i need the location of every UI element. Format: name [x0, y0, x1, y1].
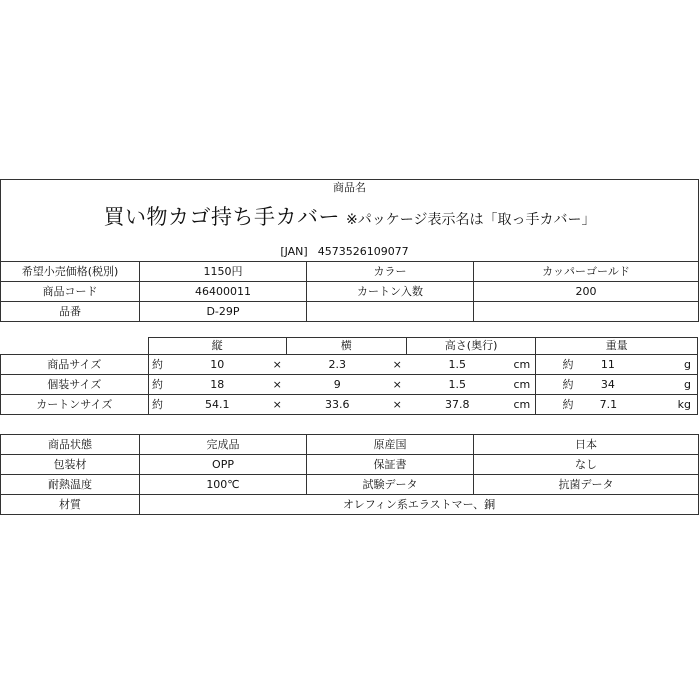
approx-mark: 約 [536, 355, 600, 375]
packaging-value: OPP [140, 455, 307, 475]
price-value: 1150円 [140, 262, 307, 282]
packaging-label: 包装材 [1, 455, 140, 475]
heat-label: 耐熱温度 [1, 475, 140, 495]
times-mark: × [388, 395, 406, 415]
table-row [1, 395, 698, 415]
table-row [1, 375, 698, 395]
test-value: 抗菌データ [474, 475, 699, 495]
test-label: 試験データ [307, 475, 474, 495]
dimensions-table [0, 337, 698, 415]
product-name-label: 商品名 [1, 180, 699, 197]
color-value: カッパーゴールド [474, 262, 699, 282]
length-value: 54.1 [166, 395, 268, 415]
jan-cell [1, 242, 699, 262]
product-title: 買い物カゴ持ち手カバー [103, 205, 341, 229]
empty-header-corner [1, 338, 149, 355]
jan-code: 4573526109077 [317, 245, 409, 258]
times-mark: × [268, 355, 286, 375]
other-info-table [0, 434, 699, 515]
warranty-label: 保証書 [307, 455, 474, 475]
times-mark: × [268, 395, 286, 415]
approx-mark: 約 [148, 375, 166, 395]
part-no-label: 品番 [1, 302, 140, 322]
carton-qty-value: 200 [474, 282, 699, 302]
width-header: 横 [286, 338, 406, 355]
weight-value: 7.1 [600, 395, 621, 415]
times-mark: × [388, 375, 406, 395]
length-value: 18 [166, 375, 268, 395]
weight-unit: g [621, 355, 698, 375]
row-label: 個装サイズ [1, 375, 149, 395]
origin-value: 日本 [474, 435, 699, 455]
height-value: 1.5 [406, 355, 508, 375]
width-value: 2.3 [286, 355, 388, 375]
width-value: 9 [286, 375, 388, 395]
approx-mark: 約 [536, 395, 600, 415]
unit-cm: cm [508, 395, 536, 415]
warranty-value: なし [474, 455, 699, 475]
code-value: 46400011 [140, 282, 307, 302]
weight-value: 34 [600, 375, 621, 395]
empty-cell [474, 302, 699, 322]
approx-mark: 約 [536, 375, 600, 395]
condition-label: 商品状態 [1, 435, 140, 455]
material-label: 材質 [1, 495, 140, 515]
row-label: 商品サイズ [1, 355, 149, 375]
jan-label: [JAN] [280, 245, 308, 258]
condition-value: 完成品 [140, 435, 307, 455]
times-mark: × [268, 375, 286, 395]
product-basic-table [0, 179, 699, 322]
weight-value: 11 [600, 355, 621, 375]
width-value: 33.6 [286, 395, 388, 415]
heat-value: 100℃ [140, 475, 307, 495]
height-value: 1.5 [406, 375, 508, 395]
approx-mark: 約 [148, 395, 166, 415]
code-label: 商品コード [1, 282, 140, 302]
color-label: カラー [307, 262, 474, 282]
height-value: 37.8 [406, 395, 508, 415]
carton-qty-label: カートン入数 [307, 282, 474, 302]
row-label: カートンサイズ [1, 395, 149, 415]
unit-cm: cm [508, 375, 536, 395]
length-header: 縦 [148, 338, 286, 355]
material-value: オレフィン系エラストマー、銅 [140, 495, 699, 515]
product-title-cell [1, 196, 699, 242]
weight-header: 重量 [536, 338, 698, 355]
times-mark: × [388, 355, 406, 375]
unit-cm: cm [508, 355, 536, 375]
origin-label: 原産国 [307, 435, 474, 455]
weight-unit: kg [621, 395, 698, 415]
length-value: 10 [166, 355, 268, 375]
table-row [1, 355, 698, 375]
part-no-value: D-29P [140, 302, 307, 322]
empty-cell [307, 302, 474, 322]
package-note: ※パッケージ表示名は「取っ手カバー」 [346, 212, 596, 228]
approx-mark: 約 [148, 355, 166, 375]
price-label: 希望小売価格(税別) [1, 262, 140, 282]
weight-unit: g [621, 375, 698, 395]
height-header: 高さ(奥行) [406, 338, 536, 355]
